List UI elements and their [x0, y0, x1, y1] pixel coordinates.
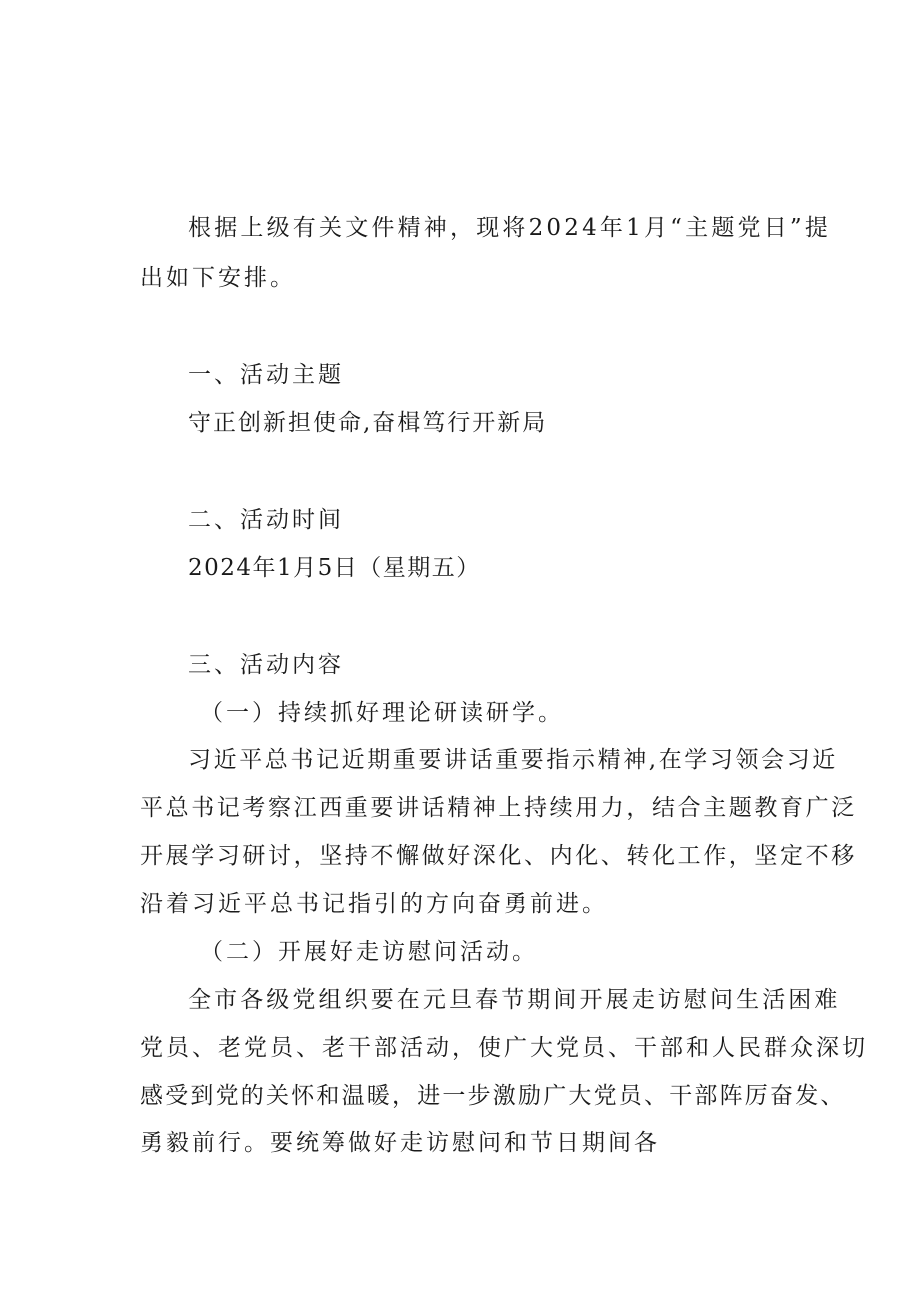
intro-line-1: 根据上级有关文件精神，现将2024年1月“主题党日”提: [188, 215, 832, 241]
paragraph-2-line-3: 感受到党的关怀和温暖，进一步激励广大党员、干部阵厉奋发、: [140, 1083, 846, 1109]
section-1-heading: 一、活动主题: [188, 362, 344, 388]
paragraph-2-line-1: 全市各级党组织要在元旦春节期间开展走访慰问生活困难: [188, 987, 841, 1013]
paragraph-1-line-2: 平总书记考察江西重要讲话精神上持续用力，结合主题教育广泛: [140, 795, 857, 821]
activity-theme: 守正创新担使命,奋楫笃行开新局: [188, 410, 548, 436]
paragraph-1-line-1: 习近平总书记近期重要讲话重要指示精神,在学习领会习近: [188, 747, 838, 773]
intro-line-2: 出如下安排。: [140, 265, 296, 291]
subsection-1-title: （一）持续抓好理论研读研学。: [200, 700, 564, 726]
paragraph-2-line-4: 勇毅前行。要统筹做好走访慰问和节日期间各: [140, 1130, 660, 1156]
paragraph-2-line-2: 党员、老党员、老干部活动，使广大党员、干部和人民群众深切: [140, 1035, 868, 1061]
paragraph-1-line-3: 开展学习研讨，坚持不懈做好深化、内化、转化工作，坚定不移: [140, 843, 857, 869]
section-2-heading: 二、活动时间: [188, 507, 344, 533]
paragraph-1-line-4: 沿着习近平总书记指引的方向奋勇前进。: [140, 891, 608, 917]
section-3-heading: 三、活动内容: [188, 652, 344, 678]
subsection-2-title: （二）开展好走访慰问活动。: [200, 939, 538, 965]
activity-date: 2024年1月5日（星期五）: [188, 555, 481, 581]
